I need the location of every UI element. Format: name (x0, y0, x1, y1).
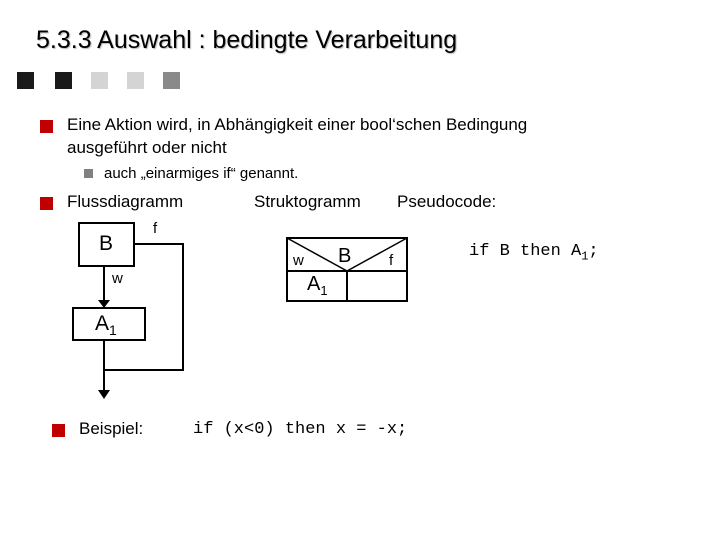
pseudocode-label: Pseudocode: (397, 192, 497, 211)
example-code: if (x<0) then x = -x; (193, 420, 408, 439)
flowchart-false-label: f (153, 220, 158, 237)
flowchart-condition: B (99, 232, 114, 255)
bullet-1-line-1: Eine Aktion wird, in Abhängigkeit einer bool‘schen Bedingung (67, 115, 528, 134)
pseudocode-suffix: ; (588, 242, 599, 261)
struktogramm-action-letter: A (307, 273, 321, 295)
struktogramm-false-label: f (389, 252, 394, 269)
pseudocode-main: if B then A (469, 242, 582, 261)
pseudocode-text (469, 242, 599, 263)
page-title: 5.3.3 Auswahl : bedingte Verarbeitung (36, 26, 458, 54)
bullet-icon (52, 424, 65, 437)
struktogramm-condition: B (338, 245, 352, 267)
flowchart-arrow-icon (98, 300, 110, 308)
struktogramm-label: Struktogramm (254, 192, 361, 211)
bullet-1-line-2: ausgeführt oder nicht (67, 138, 227, 157)
flussdiagramm-label: Flussdiagramm (67, 192, 184, 211)
flowchart-true-label: w (112, 270, 123, 287)
flowchart-action-letter: A (95, 312, 110, 335)
sub-bullet-text: auch „einarmiges if“ genannt. (104, 165, 299, 182)
flowchart-action-subscript: 1 (109, 322, 117, 339)
flowchart-exit-arrow-icon (98, 390, 110, 399)
pseudocode-subscript: 1 (581, 249, 589, 264)
struktogramm-action (307, 273, 328, 298)
struktogramm-action-subscript: 1 (320, 283, 328, 298)
beispiel-label: Beispiel: (79, 419, 144, 438)
flowchart-action (95, 312, 117, 338)
struktogramm-true-label: w (293, 252, 304, 269)
